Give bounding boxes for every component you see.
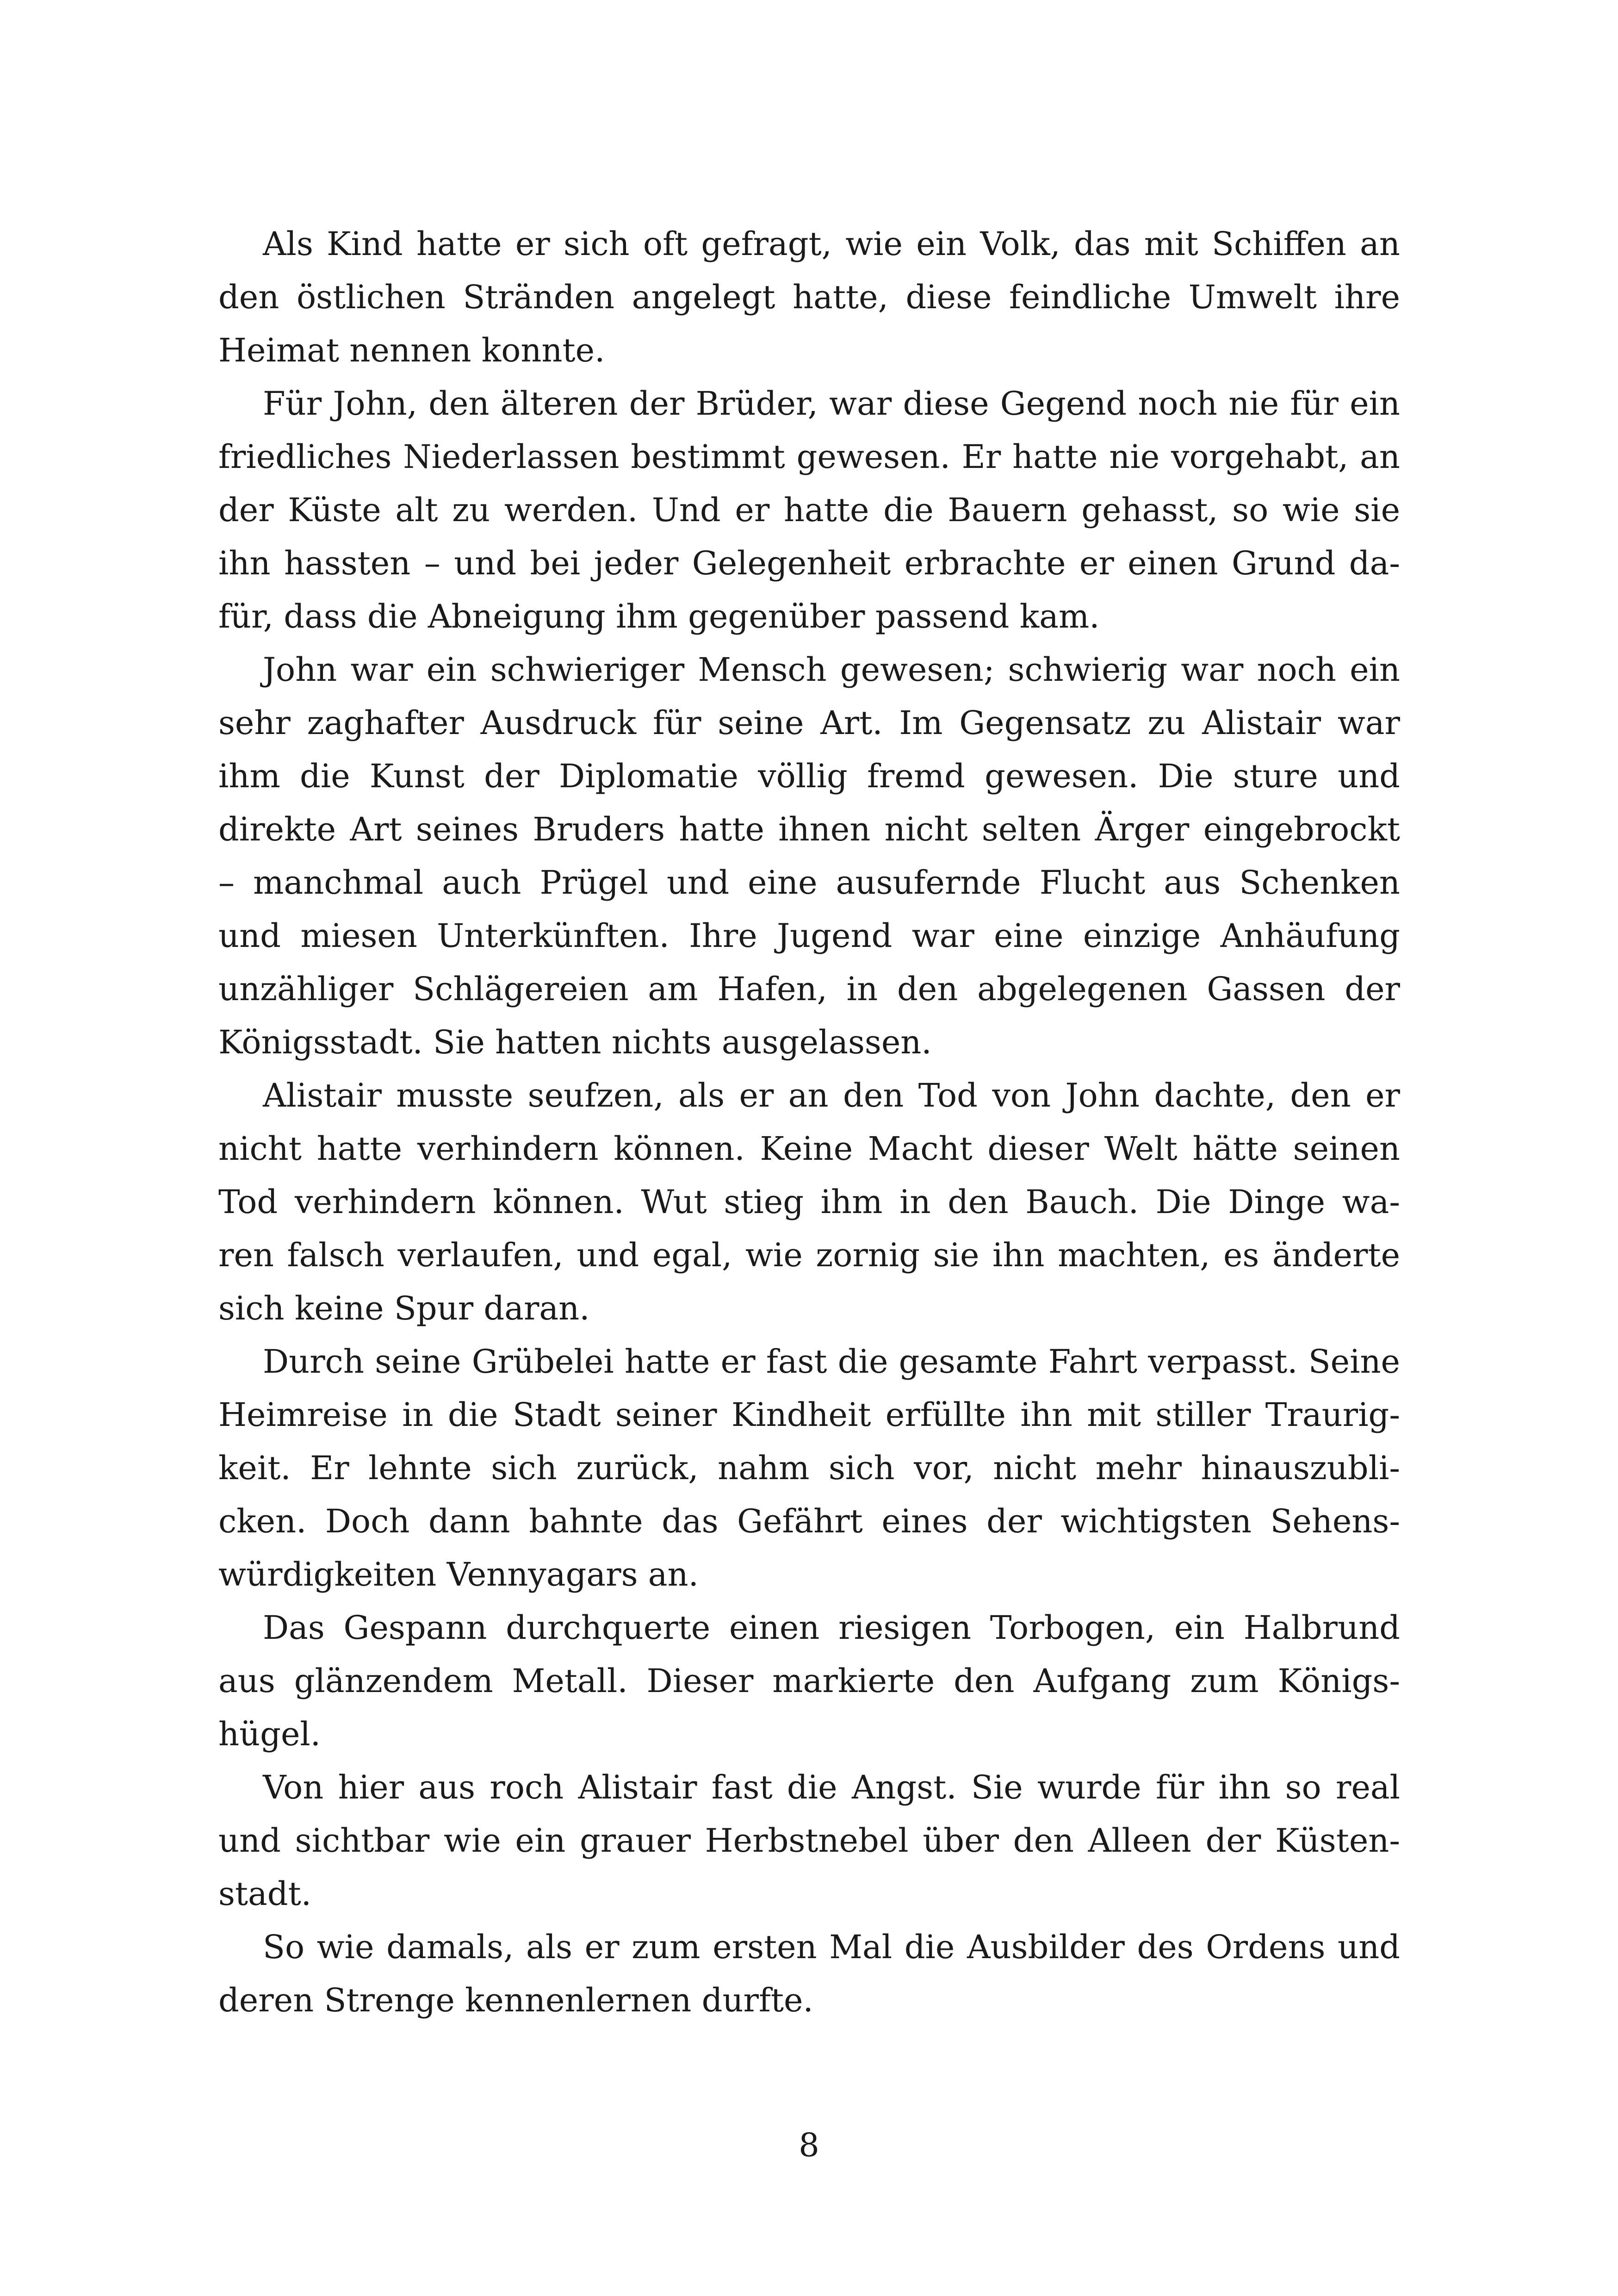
page-number: 8 — [799, 2126, 819, 2164]
text-line: So wie damals, als er zum ersten Mal die Ausbilder des Ordens und — [263, 1928, 1400, 1966]
text-line: sehr zaghafter Ausdruck für seine Art. Im Gegensatz zu Alistair war — [218, 704, 1400, 742]
text-line: Königsstadt. Sie hatten nichts ausgelassen. — [218, 1023, 932, 1061]
text-line: Alistair musste seufzen, als er an den Tod von John dachte, den er — [263, 1076, 1400, 1114]
text-line: Das Gespann durchquerte einen riesigen Torbogen, ein Halbrund — [263, 1609, 1400, 1647]
text-line: sich keine Spur daran. — [218, 1289, 590, 1327]
text-line: keit. Er lehnte sich zurück, nahm sich vor, nicht mehr hinauszubli- — [218, 1449, 1400, 1487]
text-line: unzähliger Schlägereien am Hafen, in den abgelegenen Gassen der — [218, 970, 1400, 1008]
text-line: würdigkeiten Vennyagars an. — [218, 1556, 699, 1593]
paragraph — [218, 1761, 1400, 1921]
text-line: aus glänzendem Metall. Dieser markierte den Aufgang zum Königs- — [218, 1662, 1400, 1700]
text-line: Von hier aus roch Alistair fast die Angst. Sie wurde für ihn so real — [263, 1768, 1400, 1806]
paragraph — [218, 218, 1400, 377]
text-line: den östlichen Stränden angelegt hatte, diese feindliche Umwelt ihre — [218, 278, 1400, 316]
text-line: nicht hatte verhindern können. Keine Macht dieser Welt hätte seinen — [218, 1130, 1400, 1168]
text-line: Für John, den älteren der Brüder, war diese Gegend noch nie für ein — [263, 385, 1400, 423]
paragraph — [218, 1921, 1400, 2027]
text-line: für, dass die Abneigung ihm gegenüber passend kam. — [218, 597, 1100, 635]
text-line: ren falsch verlaufen, und egal, wie zornig sie ihn machten, es änderte — [218, 1236, 1400, 1274]
text-line: friedliches Niederlassen bestimmt gewesen. Er hatte nie vorgehabt, an — [218, 438, 1400, 476]
paragraph — [218, 377, 1400, 643]
text-line: Durch seine Grübelei hatte er fast die gesamte Fahrt verpasst. Seine — [263, 1343, 1400, 1381]
text-line: Als Kind hatte er sich oft gefragt, wie ein Volk, das mit Schiffen an — [263, 225, 1400, 263]
text-line: hügel. — [218, 1715, 321, 1753]
paragraph — [218, 1601, 1400, 1761]
paragraph — [218, 1335, 1400, 1601]
paragraph — [218, 1069, 1400, 1335]
text-line: der Küste alt zu werden. Und er hatte die Bauern gehasst, so wie sie — [218, 491, 1400, 529]
text-line: ihn hassten – und bei jeder Gelegenheit erbrachte er einen Grund da- — [218, 544, 1400, 582]
text-line: Heimat nennen konnte. — [218, 331, 605, 369]
text-line: direkte Art seines Bruders hatte ihnen nicht selten Ärger eingebrockt — [218, 810, 1400, 848]
body-text — [218, 218, 1400, 2027]
text-line: und miesen Unterkünften. Ihre Jugend war eine einzige Anhäufung — [218, 917, 1400, 955]
text-line: ihm die Kunst der Diplomatie völlig fremd gewesen. Die sture und — [218, 757, 1400, 795]
text-line: Tod verhindern können. Wut stieg ihm in den Bauch. Die Dinge wa- — [218, 1183, 1400, 1221]
text-line: stadt. — [218, 1875, 311, 1913]
text-line: und sichtbar wie ein grauer Herbstnebel über den Alleen der Küsten- — [218, 1822, 1400, 1860]
text-line: – manchmal auch Prügel und eine ausufernde Flucht aus Schenken — [218, 864, 1400, 902]
text-line: deren Strenge kennenlernen durfte. — [218, 1981, 813, 2019]
text-line: cken. Doch dann bahnte das Gefährt eines der wichtigsten Sehens- — [218, 1502, 1400, 1540]
paragraph — [218, 643, 1400, 1069]
text-line: John war ein schwieriger Mensch gewesen; schwierig war noch ein — [263, 651, 1400, 689]
text-line: Heimreise in die Stadt seiner Kindheit erfüllte ihn mit stiller Traurig- — [218, 1396, 1400, 1434]
